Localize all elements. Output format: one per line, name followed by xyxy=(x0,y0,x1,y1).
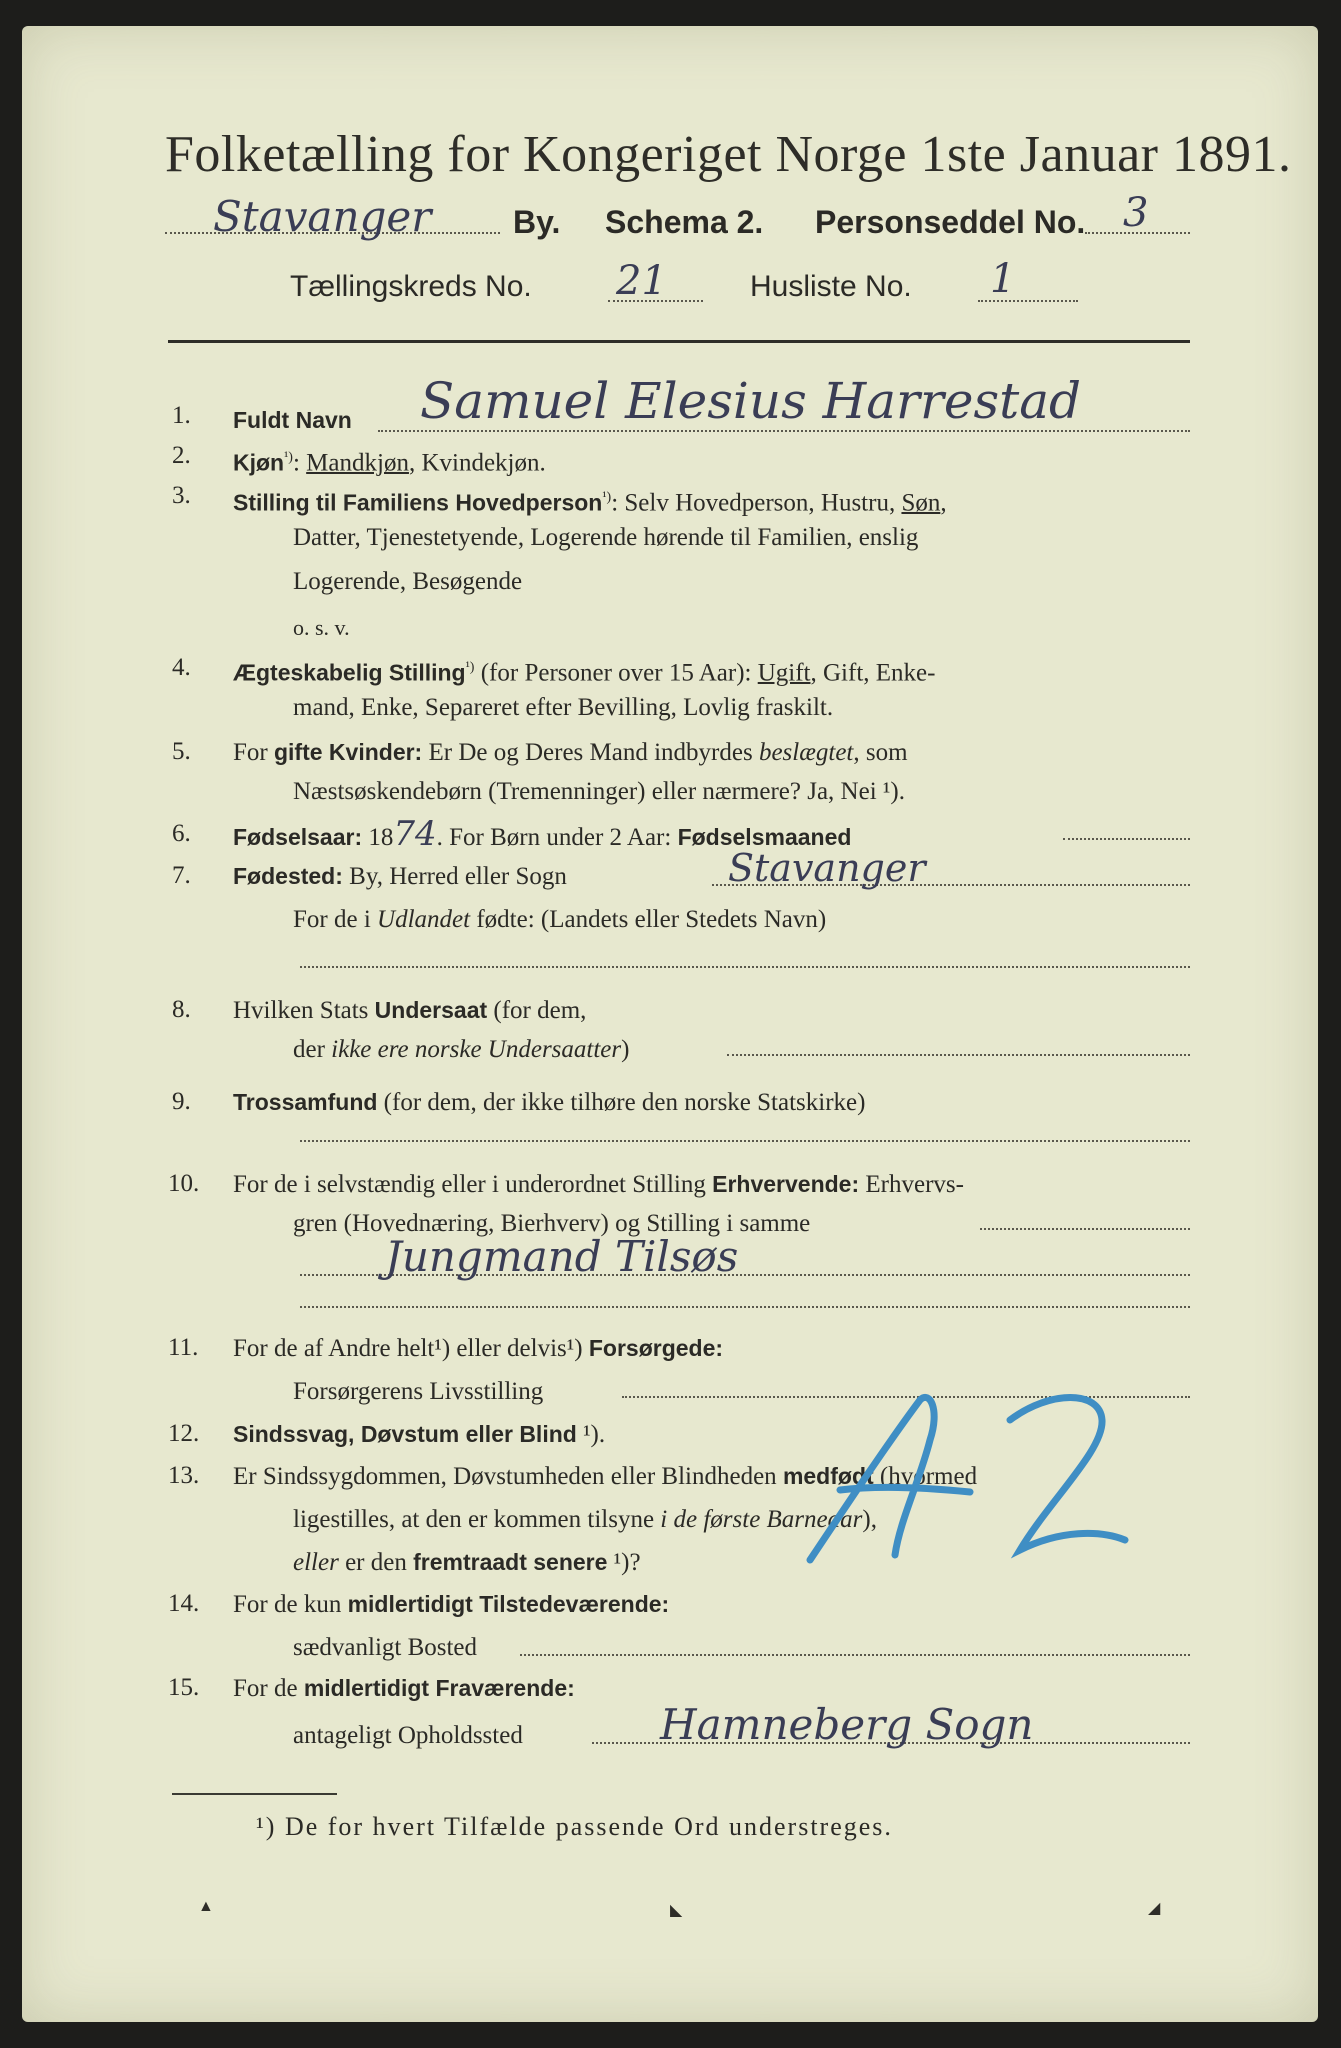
item-12-number: 12. xyxy=(168,1420,200,1447)
item-2-sup: ¹) xyxy=(284,450,293,465)
item-8-line-1 xyxy=(233,990,586,1031)
header-city-row xyxy=(165,190,1190,256)
item-2-label: Kjøn xyxy=(233,449,285,476)
corner-mark-right: ◢ xyxy=(1148,1900,1161,1917)
item-11-line-2: Forsørgerens Livsstilling xyxy=(293,1378,544,1405)
item-4-sup: ¹) xyxy=(465,660,475,675)
blue-ink-annotation xyxy=(780,1380,1140,1580)
item-4-text-c: , Gift, Enke- xyxy=(810,659,936,687)
item-11-line-1 xyxy=(233,1328,723,1369)
item-5-label: gifte Kvinder: xyxy=(273,739,423,765)
item-7-text-a: By, Herred eller Sogn xyxy=(342,863,567,890)
item-3-text-a: : Selv Hovedperson, Hustru, xyxy=(611,489,902,517)
item-13-text-a: Er Sindssygdommen, Døvstumheden eller Blindheden xyxy=(233,1463,783,1490)
item-13-line-3 xyxy=(293,1542,641,1583)
item-3-line-2: Datter, Tjenestetyende, Logerende hørende til Familien, enslig xyxy=(293,524,919,551)
item-3-label: Stilling til Familiens Hovedperson xyxy=(233,489,603,516)
item-8-number: 8. xyxy=(172,996,191,1023)
item-11-label: Forsørgede: xyxy=(588,1335,724,1361)
item-13-label: medfødt xyxy=(782,1463,874,1489)
item-14-line-1 xyxy=(233,1584,669,1625)
item-3-text-c: , xyxy=(940,489,947,517)
header-rule xyxy=(168,340,1190,343)
item-14-text-a: For de kun xyxy=(233,1591,348,1618)
item-7-text-b: For de i xyxy=(293,906,378,933)
item-10-dotted-line-3 xyxy=(300,1306,1190,1308)
item-14-label: midlertidigt Tilstedeværende: xyxy=(347,1591,670,1617)
item-15-text-a: For de xyxy=(233,1675,304,1702)
personseddel-number: 3 xyxy=(1123,190,1149,236)
item-1-number: 1. xyxy=(172,402,191,429)
item-15-line-1 xyxy=(233,1668,575,1709)
item-13-text-h: ¹)? xyxy=(607,1549,641,1576)
item-15-number: 15. xyxy=(168,1674,200,1701)
item-6-label: Fødselsaar: xyxy=(233,824,363,850)
personseddel-label: Personseddel No. xyxy=(815,204,1086,240)
item-6-label-b: Fødselsmaaned xyxy=(677,824,852,850)
item-2-mandkjon: Mandkjøn xyxy=(306,449,409,477)
corner-mark-center: ◣ xyxy=(670,1902,683,1919)
header-kreds-row xyxy=(290,256,1090,312)
item-7-text-d: fødte: (Landets eller Stedets Navn) xyxy=(470,906,827,933)
item-5-line-1 xyxy=(233,732,908,773)
item-7-line-1 xyxy=(233,856,567,897)
item-7-dotted-line-2 xyxy=(300,966,1190,968)
item-6-text-a: 18 xyxy=(362,824,394,851)
item-4-label: Ægteskabelig Stilling xyxy=(233,659,466,686)
item-8-text-d: ikke ere norske Undersaatter xyxy=(331,1036,622,1063)
item-10-line-1 xyxy=(233,1164,964,1205)
footnote: ¹) De for hvert Tilfælde passende Ord understreges. xyxy=(256,1812,893,1841)
item-13-text-g: er den xyxy=(338,1549,414,1576)
item-10-number: 10. xyxy=(168,1170,200,1197)
schema-label: Schema 2. xyxy=(605,204,764,240)
item-13-eller: eller xyxy=(293,1549,339,1576)
item-5-line-2: Næstsøskendebørn (Tremenninger) eller nærmere? Ja, Nei ¹). xyxy=(293,778,905,805)
item-3-line-1 xyxy=(233,478,947,523)
item-10-line-2: gren (Hovednæring, Bierhverv) og Stilling i samme xyxy=(293,1210,811,1237)
item-1-label-line xyxy=(233,400,352,441)
item-13-text-b: (hvormed xyxy=(873,1463,978,1490)
item-15-line-2: antageligt Opholdssted xyxy=(293,1722,523,1749)
item-7-line-2 xyxy=(293,900,826,940)
city-handwritten: Stavanger xyxy=(213,192,432,241)
item-7-number: 7. xyxy=(172,862,191,889)
item-10-occupation: Jungmand Tilsøs xyxy=(385,1232,739,1281)
item-5-text-b: Er De og Deres Mand indbyrdes xyxy=(422,739,759,766)
kreds-label: Tællingskreds No. xyxy=(290,270,532,303)
item-11-number: 11. xyxy=(168,1334,199,1361)
item-1-full-name: Samuel Elesius Harrestad xyxy=(420,372,1082,430)
item-14-number: 14. xyxy=(168,1590,200,1617)
item-14-line-2: sædvanligt Bosted xyxy=(293,1634,478,1661)
item-13-number: 13. xyxy=(168,1462,200,1489)
item-12-line xyxy=(233,1414,605,1455)
item-8-text-b: (for dem, xyxy=(487,997,587,1024)
item-8-line-2 xyxy=(293,1030,629,1070)
item-7-label: Fødested: xyxy=(233,863,343,889)
item-3-number: 3. xyxy=(172,482,191,509)
form-title: Folketælling for Kongeriget Norge 1ste Januar 1891. xyxy=(165,126,1292,183)
item-13-text-d: i de første Barneaar xyxy=(660,1506,863,1533)
item-9-label: Trossamfund xyxy=(233,1089,378,1115)
item-1-label: Fuldt Navn xyxy=(233,407,352,433)
item-2-line xyxy=(233,438,546,483)
item-6-dotted-line xyxy=(1063,838,1190,840)
item-8-dotted-line xyxy=(727,1054,1190,1056)
item-4-ugift: Ugift xyxy=(757,659,811,687)
item-8-text-e: ) xyxy=(621,1036,630,1063)
item-6-text-b: . For Børn under 2 Aar: xyxy=(436,824,678,851)
item-2-text-c: , Kvindekjøn. xyxy=(408,449,546,477)
item-2-text-a: : xyxy=(292,449,307,477)
item-10-text-b: Erhvervs- xyxy=(859,1171,964,1198)
item-7-birthplace: Stavanger xyxy=(728,846,926,890)
item-11-text-a: For de af Andre helt¹) eller delvis¹) xyxy=(233,1335,589,1362)
item-13-text-c: ligestilles, at den er kommen tilsyne xyxy=(293,1506,661,1533)
item-3-line-3: Logerende, Besøgende xyxy=(293,568,523,595)
item-6-birth-year: 74 xyxy=(393,814,437,854)
item-5-text-a: For xyxy=(233,739,274,766)
item-5-text-d: , som xyxy=(853,739,908,766)
item-4-line-2: mand, Enke, Separeret efter Bevilling, Lovlig fraskilt. xyxy=(293,694,834,721)
item-14-dotted-line xyxy=(520,1654,1190,1656)
item-5-beslaegtet: beslægtet xyxy=(758,739,854,766)
item-15-label: midlertidigt Fraværende: xyxy=(303,1675,575,1701)
item-4-line-1 xyxy=(233,648,935,693)
item-10-text-a: For de i selvstændig eller i underordnet Stilling xyxy=(233,1171,713,1198)
item-13-label-b: fremtraadt senere xyxy=(413,1549,608,1575)
item-2-number: 2. xyxy=(172,442,191,469)
item-4-number: 4. xyxy=(172,654,191,681)
footnote-rule xyxy=(172,1793,337,1795)
husliste-label: Husliste No. xyxy=(750,270,912,303)
item-15-temporary-residence: Hamneberg Sogn xyxy=(660,1700,1034,1749)
item-12-text: ¹). xyxy=(576,1421,606,1448)
item-3-sup: ¹) xyxy=(602,490,612,505)
item-12-label: Sindssvag, Døvstum eller Blind xyxy=(233,1421,577,1447)
item-8-text-a: Hvilken Stats xyxy=(233,997,375,1024)
item-9-dotted-line xyxy=(300,1140,1190,1142)
item-9-number: 9. xyxy=(172,1088,191,1115)
item-3-son: Søn xyxy=(901,489,941,517)
husliste-number: 1 xyxy=(990,256,1016,302)
item-9-line xyxy=(233,1082,865,1123)
item-4-text-a: (for Personer over 15 Aar): xyxy=(474,659,758,687)
item-3-line-4: o. s. v. xyxy=(293,615,350,640)
item-6-number: 6. xyxy=(172,820,191,847)
item-10-dotted-line xyxy=(980,1228,1190,1230)
kreds-number: 21 xyxy=(616,258,667,304)
corner-mark-left: ▲ xyxy=(198,1898,214,1915)
item-1-dotted-line xyxy=(378,430,1190,432)
by-label: By. xyxy=(513,204,561,240)
item-8-text-c: der xyxy=(293,1036,332,1063)
item-13-text-e: ), xyxy=(862,1506,877,1533)
item-9-text: (for dem, der ikke tilhøre den norske Statskirke) xyxy=(377,1089,866,1116)
item-10-label: Erhvervende: xyxy=(712,1171,860,1197)
item-8-label: Undersaat xyxy=(374,997,488,1023)
item-7-udlandet: Udlandet xyxy=(377,906,471,933)
item-5-number: 5. xyxy=(172,738,191,765)
